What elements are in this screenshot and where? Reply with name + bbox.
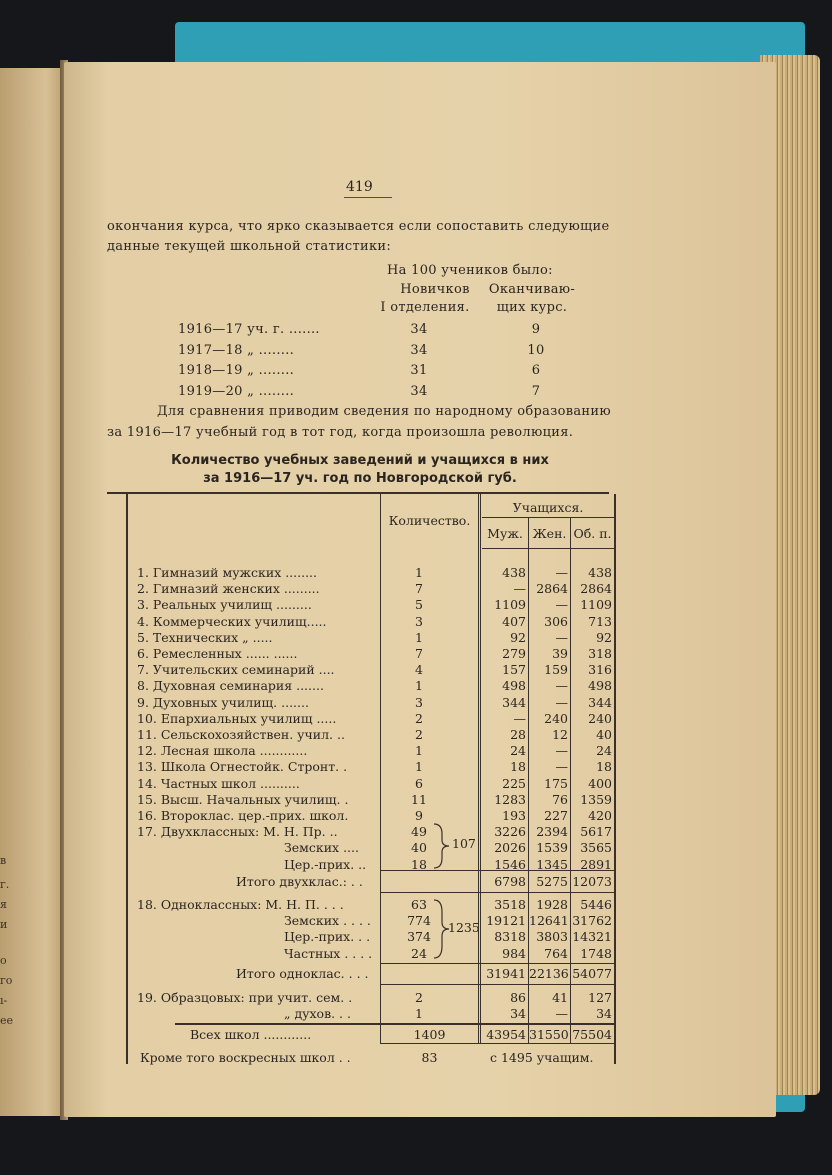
left-page-fragment: ı- [0,994,8,1007]
table-row-count: 63 [411,897,427,912]
total-female: 31550 [529,1027,569,1042]
small-row-new: 31 [410,363,428,378]
table-row-label: 12. Лесная школа ............ [137,743,308,759]
col-students-left-rule [478,494,479,1044]
table-left-rule [126,494,128,1064]
table-row-female: 2394 [536,824,568,840]
table-row-total: 18 [596,759,612,775]
table-row-label: 18. Одноклассных: М. Н. П. . . . [137,897,344,912]
subtotal-one-female: 22136 [529,966,569,981]
table-row-total: 713 [588,613,612,629]
total-top-rule [175,1023,615,1025]
table-row-female: 240 [544,710,568,726]
table-row-total: 2864 [580,581,612,597]
group-18-total: 1235 [448,920,480,935]
para-line-2: за 1916—17 учебный год в тот год, когда произошла революция. [107,425,574,440]
table-row-male: 193 [502,808,526,823]
table-row-label: Земских .... [284,840,359,856]
table-row-count: 2 [415,710,423,726]
total-male: 43954 [486,1027,526,1042]
table-row-total: 5617 [580,824,612,840]
intro-line-2: данные текущей школьной статистики: [107,239,392,254]
table-row-female: — [555,694,568,710]
left-page [0,68,66,1116]
table-row-count: 1 [415,629,423,645]
table-row-count: 1 [415,565,423,580]
table-row-count: 6 [415,775,423,791]
left-page-fragment: ее [0,1014,14,1027]
col-students-left-rule-2 [480,494,481,1044]
table-row-female: 306 [544,613,568,629]
table-row-male: 8318 [494,929,526,945]
table-row-female: 3803 [536,929,568,945]
table-row-count: 5 [415,597,423,613]
table-row-label: 15. Высш. Начальных училищ. . [137,791,349,807]
small-col1-header-1: Новичков [400,282,470,297]
subtotal-two-female: 5275 [536,874,568,889]
subtotal-one-top-rule [380,963,614,964]
table-row-label: 5. Технических „ ..... [137,629,273,645]
table-row-total: 318 [588,646,612,661]
table-row-male: 279 [502,646,526,661]
table-row-female: 227 [544,808,568,823]
total-total: 75504 [572,1027,612,1042]
table-row-count: 3 [415,694,423,710]
subtotal-one-label: Итого одноклас. . . . [236,966,369,981]
table-row-label: 14. Частных школ .......... [137,775,300,791]
table-row-label: 19. Образцовых: при учит. сем. . [137,990,353,1005]
table-row-male: — [513,581,526,597]
small-row-new: 34 [410,383,428,399]
table-row-label: 9. Духовных училищ. ....... [137,694,309,710]
table-row-count: 4 [415,662,423,678]
table-row-label: 8. Духовная семинария ....... [137,678,324,694]
small-row-grad: 7 [531,383,541,399]
table-row-total: 400 [588,775,612,791]
table-row-total: 1359 [580,791,612,807]
table-row-label: 7. Учительских семинарий .... [137,662,335,678]
table-row-female: — [555,1006,568,1022]
table-row-female: 159 [544,662,568,678]
header-female: Жен. [532,526,567,541]
table-row-male: 1109 [494,597,526,613]
table-row-total: 316 [588,662,612,678]
table-row-female: 41 [552,990,568,1005]
table-row-label: Земских . . . . [284,913,371,929]
table-row-male: 28 [510,727,526,742]
table-row-total: 127 [588,990,612,1005]
header-students: Учащихся. [512,500,584,515]
students-sub-rule [482,517,614,518]
sunday-count: 83 [421,1050,438,1065]
table-row-male: 225 [502,775,526,791]
small-col2-header-1: Оканчиваю- [488,282,576,297]
table-row-total: 31762 [572,913,612,929]
table-row-count: 11 [411,791,427,807]
subtotal-two-male: 6798 [494,874,526,889]
table-title-1: Количество учебных заведений и учащихся в них [171,453,549,468]
table-row-male: 86 [510,990,526,1005]
table-row-total: 92 [596,629,612,645]
subtotal-two-label: Итого двухклас.: . . [236,874,363,889]
table-row-female: 175 [544,775,568,791]
table-row-total: 2891 [580,856,612,872]
small-row-grad: 9 [531,322,541,337]
left-page-fragment: о [0,954,7,967]
small-row-year: 1918—19 „ ........ [178,363,295,378]
table-row-total: 1109 [580,597,612,613]
table-row-female: 12 [552,727,568,742]
group-17-total: 107 [452,836,476,851]
header-bottom-rule [482,548,614,549]
table-row-male: 157 [502,662,526,678]
table-row-count: 49 [411,824,427,840]
table-row-female: 12641 [529,913,569,929]
table-row-male: 438 [502,565,526,580]
table-row-male: 2026 [494,840,526,856]
small-row-new: 34 [410,322,428,337]
table-row-male: 24 [510,743,526,759]
total-bottom-rule [380,1043,614,1044]
subtotal-two-bottom-rule [380,892,614,893]
table-row-total: 40 [596,727,612,742]
para-line-1: Для сравнения приводим сведения по народному образованию [157,404,611,419]
table-row-total: 420 [588,808,612,823]
table-row-female: 1345 [536,856,568,872]
table-row-male: 1283 [494,791,526,807]
table-row-total: 344 [588,694,612,710]
small-row-year: 1917—18 „ ........ [178,342,295,358]
table-row-count: 3 [415,613,423,629]
table-row-total: 498 [588,678,612,694]
table-row-count: 2 [415,727,423,742]
small-table-caption: На 100 учеников было: [387,263,553,278]
table-row-female: 1928 [536,897,568,912]
table-row-label: 17. Двухклассных: М. Н. Пр. .. [137,824,338,840]
table-row-label: 6. Ремесленных ...... ...... [137,646,298,661]
table-row-female: 1539 [536,840,568,856]
table-row-male: 984 [502,945,526,961]
table-row-male: 3518 [494,897,526,912]
table-row-count: 1 [415,678,423,694]
total-count: 1409 [413,1027,446,1042]
small-row-grad: 10 [527,342,545,358]
page-number: 419 [346,179,373,195]
table-row-male: 19121 [486,913,526,929]
table-row-total: 1748 [580,945,612,961]
table-row-count: 7 [415,581,423,597]
table-row-female: — [555,678,568,694]
table-row-count: 774 [407,913,431,929]
header-count: Количество. [388,513,471,528]
table-row-label: 16. Второклас. цер.-прих. школ. [137,808,349,823]
table-row-count: 24 [411,945,427,961]
table-row-label: 10. Епархиальных училищ ..... [137,710,337,726]
table-row-count: 2 [415,990,423,1005]
table-row-total: 14321 [572,929,612,945]
table-row-count: 374 [407,929,431,945]
table-row-label: 4. Коммерческих училищ..... [137,613,327,629]
table-row-total: 438 [588,565,612,580]
table-row-male: 92 [510,629,526,645]
table-title-2: за 1916—17 уч. год по Новгородской губ. [203,471,517,486]
small-row-grad: 6 [531,363,541,378]
table-row-total: 5446 [580,897,612,912]
left-page-fragment: в [0,854,7,867]
small-row-year: 1916—17 уч. г. ....... [178,322,320,337]
table-row-male: 34 [510,1006,526,1022]
left-page-fragment: и [0,918,8,931]
table-row-label: Цер.-прих. . . [284,929,371,945]
table-row-female: 76 [552,791,568,807]
table-row-total: 24 [596,743,612,759]
subtotal-one-male: 31941 [486,966,526,981]
table-row-female: — [555,565,568,580]
left-page-fragment: я [0,898,7,911]
table-row-count: 1 [415,1006,423,1022]
left-page-fragment: го [0,974,13,987]
small-row-new: 34 [410,342,428,358]
small-col2-header-2: щих курс. [496,300,568,315]
table-row-female: — [555,759,568,775]
table-row-female: — [555,597,568,613]
header-total: Об. п. [573,526,612,541]
table-row-label: „ духов. . . [284,1006,351,1022]
table-row-count: 1 [415,759,423,775]
table-row-male: 407 [502,613,526,629]
table-row-label: Цер.-прих. .. [284,856,367,872]
subtotal-two-total: 12073 [572,874,612,889]
table-row-count: 7 [415,646,423,661]
table-row-count: 18 [411,856,427,872]
small-col1-header-2: I отделения. [380,300,470,315]
sunday-note: с 1495 учащим. [490,1050,594,1065]
table-row-total: 3565 [580,840,612,856]
table-row-label: 11. Сельскохозяйствен. учил. .. [137,727,345,742]
table-row-female: 2864 [536,581,568,597]
small-row-year: 1919—20 „ ........ [178,383,295,399]
subtotal-one-bottom-rule [380,984,614,985]
page-number-underline [344,197,392,198]
table-row-female: — [555,629,568,645]
table-row-label: 1. Гимназий мужских ........ [137,565,317,580]
table-row-total: 34 [596,1006,612,1022]
table-row-label: Частных . . . . [284,945,373,961]
col-count-left-rule [380,494,381,1044]
table-row-male: — [513,710,526,726]
table-right-rule [614,494,616,1064]
table-row-male: 3226 [494,824,526,840]
table-row-count: 9 [415,808,423,823]
left-page-fragment: г. [0,878,10,891]
table-row-label: 3. Реальных училищ ......... [137,597,312,613]
table-row-male: 344 [502,694,526,710]
table-row-female: 39 [552,646,568,661]
sunday-label: Кроме того воскресных школ . . [140,1050,351,1065]
intro-line-1: окончания курса, что ярко сказывается если сопоставить следующие [107,219,610,234]
subtotal-one-total: 54077 [572,966,612,981]
table-row-female: — [555,743,568,759]
table-row-female: 764 [544,945,568,961]
table-row-male: 1546 [494,856,526,872]
table-row-label: 13. Школа Огнестойк. Стронт. . [137,759,348,775]
total-label: Всех школ ............ [190,1027,312,1042]
table-row-male: 18 [510,759,526,775]
table-row-label: 2. Гимназий женских ......... [137,581,320,597]
table-row-male: 498 [502,678,526,694]
table-row-total: 240 [588,710,612,726]
table-top-rule [107,492,609,494]
header-male: Муж. [487,526,523,541]
table-row-count: 1 [415,743,423,759]
table-row-count: 40 [411,840,427,856]
